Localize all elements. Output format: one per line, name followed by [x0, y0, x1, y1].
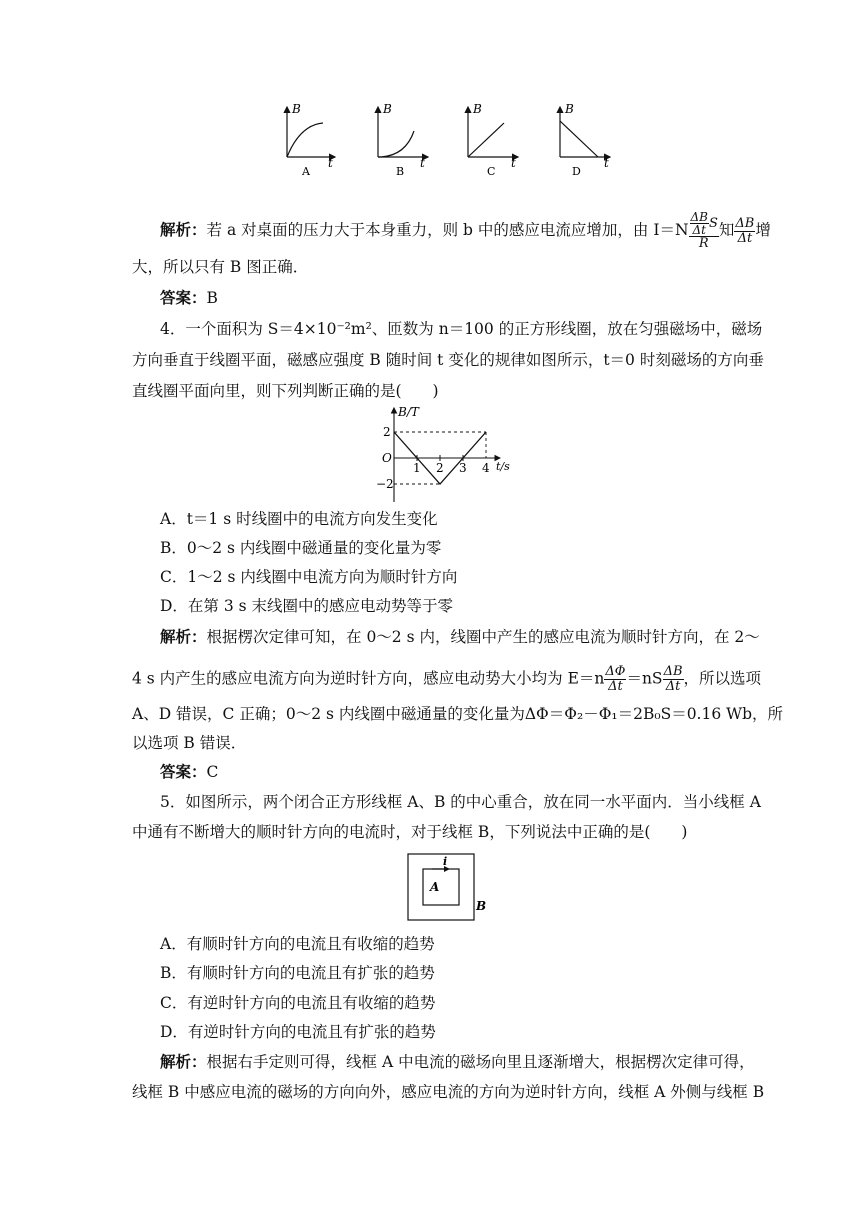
q4-answer-label: 答案： [160, 763, 207, 781]
q4-x-axis-label: t/s [496, 460, 510, 473]
q3-analysis-line2: 大，所以只有 B 图正确． [132, 258, 309, 276]
q5-option-d: D．有逆时针方向的电流且有扩张的趋势 [160, 1023, 436, 1041]
graph-d [560, 102, 610, 178]
q4-y-tick-2: 2 [383, 425, 391, 439]
q3-frac-s: S [709, 216, 718, 231]
q4-option-c: C．1～2 s 内线圈中电流方向为顺时针方向 [160, 568, 458, 586]
q4-frac2-dt: Δt [665, 679, 681, 694]
q4-answer-value: C [206, 763, 219, 781]
q3-frac-dt: Δt [692, 223, 706, 237]
q5-inner-label: A [430, 880, 440, 894]
q4-option-d: D．在第 3 s 末线圈中的感应电动势等于零 [160, 597, 454, 615]
graph-d-label: D [572, 165, 581, 178]
graph-c [468, 102, 518, 178]
q4-fraction-dphi-dt [604, 665, 626, 694]
q4-option-a: A．t＝1 s 时线圈中的电流方向发生变化 [160, 510, 438, 528]
q5-coils-figure [400, 848, 520, 928]
graph-c-axis-t: t [511, 156, 516, 170]
q4-x-tick-4: 4 [482, 461, 490, 475]
q5-current-label: i [443, 855, 448, 868]
q4-fraction-db-dt [663, 665, 684, 694]
q5-outer-frame [408, 854, 474, 920]
q3-analysis-text-post: 增 [755, 221, 771, 239]
q5-analysis-line1 [160, 1052, 755, 1072]
q3-analysis-label: 解析： [160, 221, 207, 239]
q4-stem-line3: 直线圈平面向里，则下列判断正确的是( ) [132, 382, 439, 400]
graph-d-axis-t: t [604, 156, 609, 170]
q3-answer-value: B [206, 289, 218, 307]
q3-analysis-text-mid: 知 [718, 221, 735, 239]
q3-answer-label: 答案： [160, 289, 207, 307]
q5-analysis-label: 解析： [160, 1053, 207, 1071]
q4-answer [160, 762, 218, 782]
q5-stem-line2: 中通有不断增大的顺时针方向的电流时，对于线框 B，下列说法中正确的是( ) [132, 823, 688, 841]
q5-option-c: C．有逆时针方向的电流且有收缩的趋势 [160, 994, 436, 1012]
graph-c-label: C [487, 165, 496, 178]
q3-analysis-text-pre: 若 a 对桌面的压力大于本身重力，则 b 中的感应电流应增加，由 I＝N [206, 221, 689, 239]
q4-x-tick-2: 2 [436, 461, 444, 475]
q4-analysis-line2-post: ，所以选项 [683, 669, 762, 688]
q5-inner-frame [423, 869, 459, 905]
q4-analysis-label: 解析： [160, 628, 207, 646]
graph-a [287, 102, 335, 178]
q3-frac-r: R [698, 236, 709, 251]
q3-frac-db: ΔB [690, 210, 708, 224]
q5-stem-line1: 5．如图所示，两个闭合正方形线框 A、B 的中心重合，放在同一水平面内．当小线框 A [160, 793, 761, 811]
q5-outer-label: B [476, 899, 487, 913]
q4-frac-dt: Δt [608, 679, 623, 694]
graphs-abcd [0, 95, 860, 285]
q4-frac-dphi: ΔΦ [605, 664, 626, 679]
q4-frac-db: ΔB [663, 664, 683, 679]
q4-analysis-line3: A、D 错误，C 正确；0～2 s 内线圈中磁通量的变化量为ΔΦ＝Φ₂－Φ₁＝2B₀S＝0.16 Wb，所 [132, 705, 783, 723]
q5-analysis-line2: 线框 B 中感应电流的磁场的方向向外，感应电流的方向为逆时针方向，线框 A 外侧与线框 B [132, 1083, 765, 1101]
q4-y-axis-label: B/T [398, 405, 419, 419]
q4-stem-line2: 方向垂直于线圈平面，磁感应强度 B 随时间 t 变化的规律如图所示，t＝0 时刻磁场的方向垂 [132, 351, 764, 369]
graph-b-label: B [396, 165, 405, 178]
q3-fraction-emf [689, 211, 719, 251]
q3-answer [160, 288, 218, 308]
graph-a-label: A [302, 165, 310, 178]
q3-analysis-line1 [160, 211, 771, 251]
q4-y-tick-neg2: −2 [376, 477, 394, 491]
q4-analysis-line2-pre: 4 s 内产生的感应电流方向为逆时针方向，感应电动势大小均为 E＝n [132, 669, 605, 688]
q4-analysis-line2-mid: ＝nS [626, 669, 663, 688]
q4-option-b: B．0～2 s 内线圈中磁通量的变化量为零 [160, 539, 442, 557]
q4-analysis-line4: 以选项 B 错误． [132, 734, 247, 752]
graph-b [378, 102, 428, 178]
q4-stem-line1: 4．一个面积为 S＝4×10⁻²m²、匝数为 n＝100 的正方形线圈，放在匀强磁场中，磁场 [160, 320, 763, 338]
q4-analysis-line1-text: 根据楞次定律可知，在 0～2 s 内，线圈中产生的感应电流为顺时针方向，在 2～ [206, 628, 760, 646]
q3-fraction-db-dt [734, 217, 755, 246]
graph-a-axis-b: B [292, 102, 301, 116]
q4-analysis-line1 [160, 627, 760, 647]
graph-c-axis-b: B [473, 102, 482, 116]
graph-b-axis-b: B [383, 102, 392, 116]
q5-option-b: B．有顺时针方向的电流且有扩张的趋势 [160, 964, 435, 982]
q4-analysis-line2 [132, 665, 761, 694]
q5-analysis-line1-text: 根据右手定则可得，线框 A 中电流的磁场向里且逐渐增大，根据楞次定律可得， [206, 1053, 755, 1071]
q5-option-a: A．有顺时针方向的电流且有收缩的趋势 [160, 935, 435, 953]
graph-a-axis-t: t [328, 156, 333, 170]
q4-origin-label: O [382, 451, 392, 465]
q4-bt-graph [350, 402, 550, 512]
q3-frac2-db: ΔB [735, 215, 755, 231]
graph-d-axis-b: B [565, 102, 574, 116]
q4-x-tick-1: 1 [413, 461, 421, 475]
q3-frac2-dt: Δt [737, 230, 753, 246]
q4-x-tick-3: 3 [459, 461, 467, 475]
graph-b-axis-t: t [420, 156, 425, 170]
